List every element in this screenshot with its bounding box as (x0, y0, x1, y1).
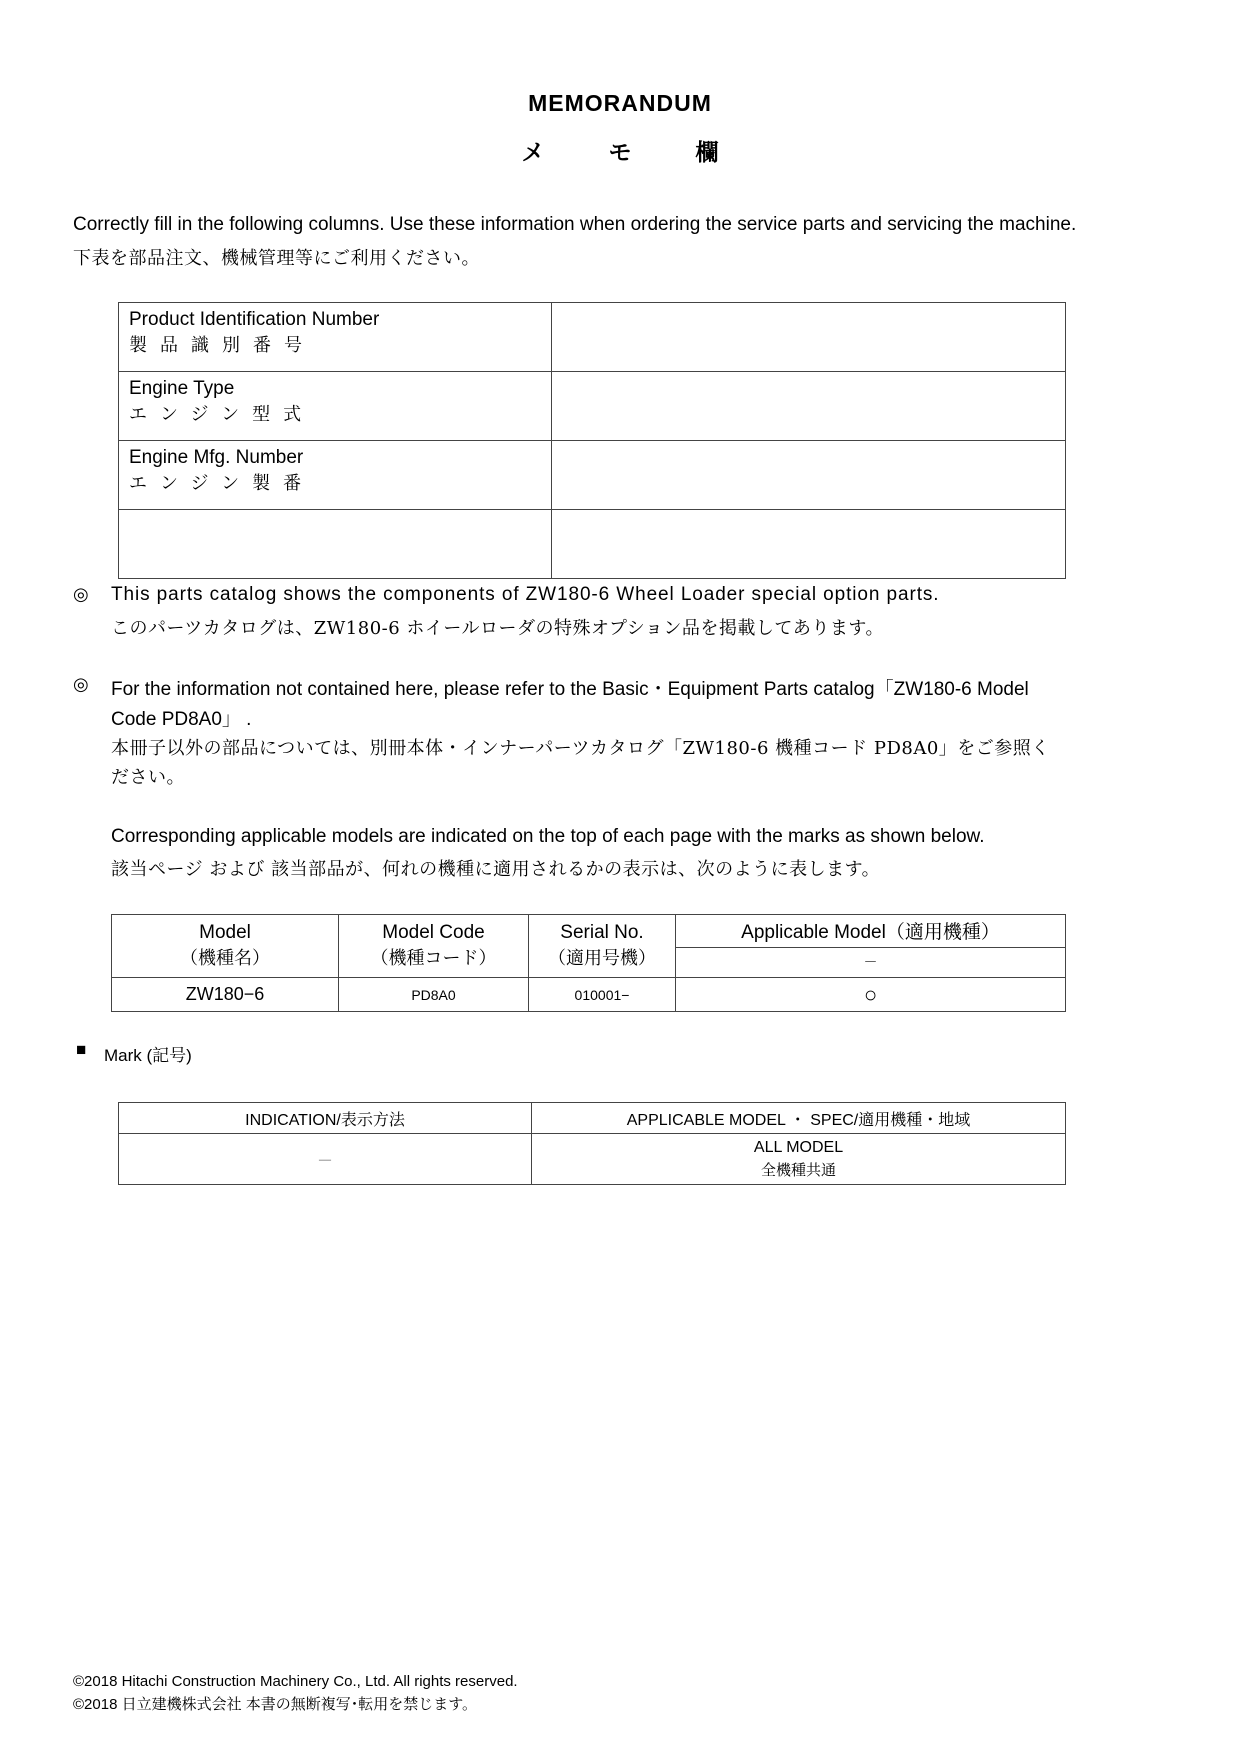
id-label-en: Product Identification Number (129, 309, 380, 330)
intro-ja: 下表を部品注文、機械管理等にご利用ください。 (73, 248, 480, 269)
cell-serial: 010001− (529, 978, 676, 1012)
table-row (119, 372, 1066, 441)
id-label-en: Engine Mfg. Number (129, 447, 304, 468)
table-row (119, 441, 1066, 510)
id-value-cell[interactable] (552, 441, 1066, 510)
identification-table (118, 302, 1066, 579)
id-label-cell (119, 441, 552, 510)
model-table (111, 914, 1066, 1012)
note3-ja: 該当ページ および 該当部品が、何れの機種に適用されるかの表示は、次のように表します。 (111, 859, 881, 880)
table-row (119, 1134, 1066, 1185)
note2-en-line2: Code PD8A0」 . (111, 709, 252, 730)
page-subtitle (0, 134, 1240, 167)
header-model-code (339, 915, 529, 978)
header-code-en: Model Code (382, 922, 485, 943)
cell-applicable-mark: ○ (676, 978, 1066, 1012)
cell-applicable-en: ALL MODEL (753, 1138, 844, 1156)
id-label-ja: 製品識別番号 (129, 335, 315, 356)
subtitle-char: メ (521, 139, 545, 166)
header-code-ja: （機種コード） (370, 948, 497, 969)
header-serial (529, 915, 676, 978)
note1-en: This parts catalog shows the components of ZW180-6 Wheel Loader special option parts. (111, 584, 940, 605)
table-row (112, 915, 1066, 948)
header-applicable: Applicable Model（適用機種） (676, 915, 1066, 948)
id-value-cell[interactable] (552, 303, 1066, 372)
mark-table (118, 1102, 1066, 1185)
cell-model: ZW180−6 (112, 978, 339, 1012)
bullet-icon: ◎ (73, 584, 89, 604)
header-serial-en: Serial No. (560, 922, 644, 943)
header-serial-ja: （適用号機） (548, 948, 656, 969)
header-indication: INDICATION/表示方法 (119, 1103, 532, 1134)
id-label-cell (119, 303, 552, 372)
header-applicable-spec: APPLICABLE MODEL ・ SPEC/適用機種・地域 (532, 1103, 1066, 1134)
table-row (112, 978, 1066, 1012)
cell-applicable-ja: 全機種共通 (760, 1160, 836, 1179)
id-value-cell[interactable] (552, 510, 1066, 579)
id-value-cell[interactable] (552, 372, 1066, 441)
table-row (119, 1103, 1066, 1134)
mark-heading-icon: ■ (76, 1040, 87, 1059)
id-label-ja: エンジン製番 (129, 473, 315, 494)
header-model-ja: （機種名） (180, 948, 270, 969)
cell-model-code: PD8A0 (339, 978, 529, 1012)
subtitle-char: 欄 (695, 139, 719, 166)
subtitle-char: モ (608, 139, 632, 166)
note2-en-line1: For the information not contained here, please refer to the Basic・Equipment Parts catalog「ZW180-6 Model (111, 679, 1029, 700)
id-label-cell (119, 510, 552, 579)
copyright-ja: ©2018 日立建機株式会社 本書の無断複写･転用を禁じます。 (73, 1696, 478, 1713)
table-row (119, 510, 1066, 579)
cell-indication: － (119, 1134, 532, 1185)
id-label-ja: エンジン型式 (129, 404, 315, 425)
header-model-en: Model (199, 922, 251, 943)
copyright-en: ©2018 Hitachi Construction Machinery Co., Ltd. All rights reserved. (73, 1673, 518, 1690)
note2-ja-line2: ださい。 (111, 767, 185, 788)
intro-en: Correctly fill in the following columns. Use these information when ordering the service parts and servicing the machine. (73, 214, 1077, 235)
id-label-en: Engine Type (129, 378, 235, 399)
bullet-icon: ◎ (73, 674, 89, 694)
mark-heading: Mark (記号) (104, 1046, 192, 1065)
cell-applicable-spec (532, 1134, 1066, 1185)
header-applicable-sub: － (676, 947, 1066, 977)
page-title: MEMORANDUM (528, 90, 712, 116)
note3-en: Corresponding applicable models are indicated on the top of each page with the marks as shown below. (111, 826, 985, 847)
table-row (119, 303, 1066, 372)
id-label-cell (119, 372, 552, 441)
note1-ja: このパーツカタログは、ZW180-6 ホイールローダの特殊オプション品を掲載してあります。 (111, 618, 884, 639)
header-model (112, 915, 339, 978)
note2-ja-line1: 本冊子以外の部品については、別冊本体・インナーパーツカタログ「ZW180-6 機種コード PD8A0」をご参照く (111, 738, 1050, 759)
